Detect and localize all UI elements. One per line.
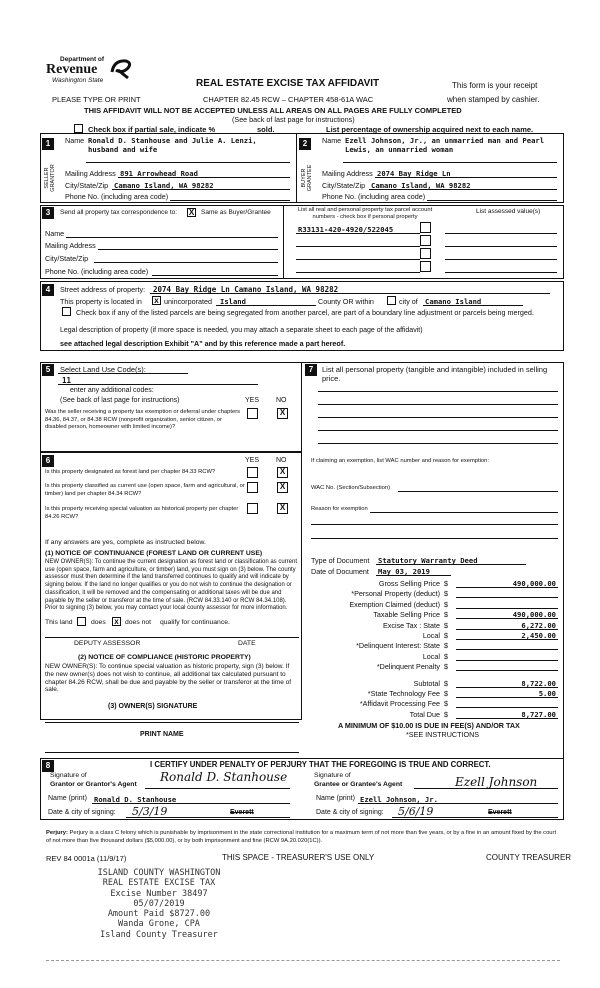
- doc-date: May 03, 2019: [378, 567, 430, 576]
- this-land-label: This land: [45, 619, 73, 626]
- section-5-number: 5: [42, 364, 54, 376]
- section-5-box: [40, 362, 302, 452]
- segregated-label: Check box if any of the listed parcels are being segregated from another parcel, are part of a boundary line adjustment or parcels being merged.: [76, 308, 534, 317]
- street-address-line: [150, 293, 550, 294]
- tax-row-currency: $: [444, 709, 448, 719]
- print-name-label: PRINT NAME: [140, 731, 184, 738]
- seller-mail-line: [118, 177, 290, 178]
- tax-row-label: *Personal Property (deduct): [351, 589, 440, 599]
- reason-line-2: [311, 524, 558, 525]
- deputy-date-label: DATE: [238, 640, 256, 647]
- pp-line-3: [318, 417, 558, 418]
- tax-row-line: [456, 687, 558, 688]
- grantee-sig-line: [414, 788, 558, 789]
- tax-row-currency: $: [444, 651, 448, 661]
- sec3-mail-label: Mailing Address: [45, 241, 96, 250]
- assessed-line-3: [445, 259, 557, 260]
- legal-description-label: Legal description of property (if more space is needed, you may attach a separate sheet to each page of the affidavit): [60, 327, 423, 334]
- seller-mail-label: Mailing Address: [65, 169, 116, 178]
- tax-row-label: Excise Tax : State: [383, 620, 440, 630]
- sec5-no-header: NO: [276, 397, 287, 404]
- tax-row-label: Subtotal: [413, 678, 440, 688]
- buyer-name-label: Name: [322, 136, 342, 145]
- parcel-list-header: List all real and personal property tax parcel account numbers - check box if personal property: [297, 207, 433, 220]
- section-3-divider: [283, 205, 284, 279]
- tax-row-line: [456, 587, 558, 588]
- notice-compliance-title: (2) NOTICE OF COMPLIANCE (HISTORIC PROPERTY): [78, 654, 251, 661]
- tax-row-line: [456, 618, 558, 619]
- unincorporated-checkbox[interactable]: x: [152, 296, 161, 305]
- current-use-question: Is this property classified as current use (open space, farm and agricultural, or timber) land per chapter 84.34 RCW?: [45, 483, 245, 497]
- grantor-signature: Ronald D. Stanhouse: [160, 770, 288, 784]
- grantee-sig-label-1: Signature of: [314, 772, 351, 779]
- logo-name-text: Revenue: [46, 62, 98, 77]
- grantee-name-label: Name (print): [316, 795, 355, 802]
- tax-row-value: 490,000.00: [512, 579, 556, 588]
- tax-row-line: [456, 660, 558, 661]
- tax-row-label: Taxable Selling Price: [373, 610, 440, 620]
- section-2-number: 2: [299, 138, 311, 150]
- deputy-assessor-label: DEPUTY ASSESSOR: [74, 640, 141, 647]
- grantee-date: 5/6/19: [398, 805, 434, 818]
- tax-row-label: Gross Selling Price: [378, 579, 440, 588]
- stamp-line-6: Wanda Grone, CPA: [118, 919, 200, 930]
- buyer-mail: 2074 Bay Ridge Ln: [377, 169, 451, 178]
- pp-line-2: [318, 404, 558, 405]
- sec3-phone-line: [152, 275, 278, 276]
- same-as-buyer-label: Same as Buyer/Grantee: [201, 209, 271, 216]
- grantor-name: Ronald D. Stanhouse: [94, 795, 177, 804]
- buyer-city-line: [369, 189, 557, 190]
- tax-row-label: Total Due: [409, 709, 440, 719]
- deputy-signature-line: [45, 637, 299, 638]
- tax-row-currency: $: [444, 599, 448, 609]
- tax-row-currency: $: [444, 689, 448, 698]
- tax-row-line: [456, 707, 558, 708]
- forest-land-question: Is this property designated as forest land per chapter 84.33 RCW?: [45, 469, 216, 475]
- treasurer-stamp: [84, 868, 234, 940]
- doc-type-line: [376, 564, 526, 565]
- seller-city-line: [112, 189, 290, 190]
- buyer-city: Camano Island, WA 98282: [371, 181, 471, 190]
- does-checkbox[interactable]: [77, 617, 86, 626]
- if-any-yes-text: If any answers are yes, complete as instructed below.: [45, 539, 206, 546]
- logo-state-text: Washington State: [52, 77, 104, 84]
- doc-date-line: [376, 575, 451, 576]
- tax-row-currency: $: [444, 699, 448, 709]
- grantor-city: Everett: [230, 809, 254, 816]
- reason-line-3: [311, 538, 558, 539]
- same-as-buyer-checkbox[interactable]: X: [188, 208, 195, 217]
- land-use-line: [58, 373, 188, 374]
- reason-label: Reason for exemption: [311, 506, 368, 512]
- grantee-signature: Ezell Johnson: [455, 775, 538, 789]
- city-of-label: city of: [399, 297, 418, 306]
- notice-continuance-text: NEW OWNER(S): To continue the current designation as forest land or classification as current use (open space, farm and agriculture, or timber) land, you must sign on (3) below. The county assessor must then determine if the land transferred continues to qualify and will indicate by signing below. If the land no longer qualifies or you do not wish to continue the designation or classification, it will be removed and the compensating or additional taxes will be due and payable by the seller or transferor at the time of sale. (RCW 84.33.140 or RCW 84.34.108). Prior to signing (3) below, you may contact your local county assessor for more information.: [45, 559, 297, 612]
- sold-label: sold.: [257, 125, 275, 134]
- tax-row-value: 8,722.00: [521, 678, 556, 688]
- minimum-fee-note: A MINIMUM OF $10.00 IS DUE IN FEE(S) AND/OR TAX: [338, 721, 520, 730]
- grantee-name-line: [358, 803, 558, 804]
- does-not-checkbox[interactable]: x: [112, 617, 121, 626]
- buyer-mail-label: Mailing Address: [322, 169, 373, 178]
- sec3-city-label: City/State/Zip: [45, 254, 89, 263]
- assessed-value-header: List assessed value(s): [476, 208, 541, 215]
- exemption-no-checkbox[interactable]: X: [277, 408, 288, 419]
- qualify-label: qualify for continuance.: [160, 619, 230, 626]
- wac-line: [398, 491, 558, 492]
- perjury-text: Perjury is a class C felony which is punishable by imprisonment in the state correctional institution for a maximum term of not more than five years, or by a fine in an amount fixed by the court of not more than five thousand dollars ($5,000.00), or by both imprisonment and fine (RCW 9A.20.020(1C)).: [46, 830, 557, 844]
- street-address: 2074 Bay Ridge Ln Camano Island, WA 98282: [153, 285, 339, 294]
- does-label: does: [91, 619, 106, 626]
- sec3-name-line: [66, 237, 278, 238]
- tax-row-value: 6,272.00: [521, 620, 556, 630]
- buyer-mail-line: [375, 177, 557, 178]
- tax-row-line: [456, 649, 558, 650]
- historic-yes-checkbox[interactable]: [247, 503, 258, 514]
- owner-signature-line: [45, 722, 299, 723]
- tax-row-line: [456, 639, 558, 640]
- assessed-line-2: [445, 246, 557, 247]
- grantor-date: 5/3/19: [132, 805, 168, 818]
- grantee-sig-label-2: Grantee or Grantee's Agent: [314, 781, 403, 788]
- section-7-number: 7: [305, 364, 317, 376]
- tax-row-currency: $: [444, 589, 448, 599]
- certify-statement: I CERTIFY UNDER PENALTY OF PERJURY THAT THE FOREGOING IS TRUE AND CORRECT.: [150, 760, 491, 769]
- doc-type: Statutory Warranty Deed: [378, 556, 478, 565]
- grantor-sig-label-2: Grantor or Grantor's Agent: [50, 781, 137, 788]
- buyer-city-label: City/State/Zip: [322, 181, 366, 190]
- county-line: [216, 305, 316, 306]
- pp-line-5: [318, 443, 558, 444]
- personal-property-checkbox-2[interactable]: [420, 235, 431, 246]
- seller-phone-line: [170, 200, 290, 201]
- tax-row-currency: $: [444, 662, 448, 672]
- ownership-note: List percentage of ownership acquired next to each name.: [326, 125, 534, 134]
- section-1-number: 1: [42, 138, 54, 150]
- parcel-line-3: [296, 259, 420, 260]
- seller-mail: 891 Arrowhead Road: [120, 169, 198, 178]
- chapter-ref: CHAPTER 82.45 RCW – CHAPTER 458-61A WAC: [203, 95, 374, 104]
- buyer-side-label: BUYER GRANTEE: [301, 164, 313, 192]
- seller-name-line: [86, 162, 290, 163]
- sec6-no-header: NO: [276, 457, 287, 464]
- form-title: REAL ESTATE EXCISE TAX AFFIDAVIT: [196, 78, 380, 89]
- buyer-phone-label: Phone No. (including area code): [322, 192, 426, 201]
- county-name: Island: [220, 297, 246, 306]
- partial-sale-checkbox[interactable]: [74, 124, 83, 133]
- located-in-label: This property is located in: [60, 297, 142, 306]
- land-use-label: Select Land Use Code(s):: [60, 365, 146, 374]
- forest-yes-checkbox[interactable]: [247, 467, 258, 478]
- tax-row-label: Exemption Claimed (deduct): [349, 599, 440, 609]
- see-instructions-note: *SEE INSTRUCTIONS: [406, 730, 480, 739]
- seller-name: Ronald D. Stanhouse and Julie A. Lenzi, husband and wife: [88, 136, 257, 154]
- form-revision: REV 84 0001a (11/9/17): [46, 854, 127, 863]
- print-name-line: [45, 752, 299, 753]
- seller-side-label: SELLER GRANTOR: [44, 164, 56, 192]
- sec5-yes-header: YES: [245, 397, 260, 404]
- parcel-line-4: [296, 272, 420, 273]
- doc-type-label: Type of Document: [311, 556, 370, 565]
- logo-dept-text: Department of: [60, 56, 105, 63]
- tax-row-label: *Delinquent Interest: State: [356, 641, 440, 651]
- receipt-note-2: when stamped by cashier.: [447, 95, 540, 104]
- section-1-2-divider: [296, 133, 297, 203]
- tax-row-value: 5.00: [538, 689, 556, 698]
- owner-signature-label: (3) OWNER(S) SIGNATURE: [108, 703, 198, 710]
- bottom-dashed-line: [46, 960, 560, 961]
- grantor-sig-label-1: Signature of: [50, 772, 87, 779]
- tax-row-currency: $: [444, 631, 448, 640]
- grantor-date-label: Date & city of signing:: [48, 809, 116, 816]
- section-3-number: 3: [42, 207, 54, 219]
- grantee-city: Everett: [488, 809, 512, 816]
- tax-row-label: *State Technology Fee: [367, 689, 440, 698]
- please-print: PLEASE TYPE OR PRINT: [52, 95, 141, 104]
- tax-row-value: 490,000.00: [512, 610, 556, 620]
- tax-row-value: 2,450.00: [521, 631, 556, 640]
- historic-question: Is this property receiving special valuation as historical property per chapter 84.26 RCW?: [45, 506, 239, 520]
- partial-sale-label: Check box if partial sale, indicate %: [88, 125, 216, 134]
- sec6-yes-header: YES: [245, 457, 260, 464]
- land-use-code-line: [58, 384, 258, 385]
- tax-row-line: [456, 697, 558, 698]
- section-4-number: 4: [42, 284, 54, 296]
- tax-row-line: [456, 597, 558, 598]
- parcel-line-1: [296, 233, 420, 234]
- stamp-line-1: ISLAND COUNTY WASHINGTON: [97, 868, 221, 878]
- seller-city-label: City/State/Zip: [65, 181, 109, 190]
- segregated-checkbox[interactable]: [62, 307, 71, 316]
- forest-no-checkbox[interactable]: X: [277, 467, 288, 478]
- current-use-yes-checkbox[interactable]: [247, 482, 258, 493]
- stamp-line-2: REAL ESTATE EXCISE TAX: [102, 878, 216, 889]
- tax-row-currency: $: [444, 641, 448, 651]
- perjury-label: Perjury:: [46, 830, 68, 836]
- grantor-name-label: Name (print): [48, 795, 87, 802]
- personal-property-checkbox-4[interactable]: [420, 261, 431, 272]
- within-city-checkbox[interactable]: [387, 296, 396, 305]
- county-treasurer-label: COUNTY TREASURER: [486, 853, 572, 862]
- buyer-name: Ezell Johnson, Jr., an unmarried man and Pearl Lewis, an unmarried woman: [345, 136, 545, 154]
- tax-row-value: 8,727.00: [521, 709, 556, 719]
- seller-city: Camano Island, WA 98282: [114, 181, 214, 190]
- tax-row-label: Local: [422, 651, 440, 661]
- stamp-line-7: Island County Treasurer: [100, 929, 218, 940]
- grantor-date-line: [126, 817, 290, 818]
- tax-row-currency: $: [444, 678, 448, 688]
- personal-property-checkbox-3[interactable]: [420, 248, 431, 259]
- buyer-name-line: [343, 162, 557, 163]
- sec5-see-back: (See back of last page for instructions): [60, 397, 180, 404]
- personal-property-label: List all personal property (tangible and intangible) included in selling price.: [322, 365, 548, 383]
- street-address-label: Street address of property:: [60, 285, 146, 294]
- historic-no-checkbox[interactable]: X: [277, 503, 288, 514]
- sec3-city-line: [94, 262, 278, 263]
- treasurer-use-only: THIS SPACE - TREASURER'S USE ONLY: [222, 853, 375, 862]
- dor-logo: [46, 56, 146, 88]
- logo-swoosh-icon: [108, 58, 134, 80]
- city-line: [423, 305, 523, 306]
- tax-row-line: [456, 670, 558, 671]
- grantor-name-line: [92, 803, 290, 804]
- parcel-line-2: [296, 246, 420, 247]
- section-6-number: 6: [42, 455, 54, 467]
- land-use-code: 11: [62, 376, 72, 385]
- send-correspondence-label: Send all property tax correspondence to:: [60, 209, 178, 216]
- additional-codes-label: enter any additional codes:: [70, 387, 154, 394]
- reason-line-1: [370, 512, 558, 513]
- legal-description-text: see attached legal description Exhibit "A" and by this reference made a part hereof.: [60, 339, 346, 348]
- stamp-line-4: 05/07/2019: [133, 898, 185, 909]
- grantee-date-line: [392, 817, 558, 818]
- unincorporated-label: unincorporated: [164, 297, 212, 306]
- tax-row-currency: $: [444, 579, 448, 588]
- county-or-label: County OR within: [318, 297, 374, 306]
- claiming-exemption-label: If claiming an exemption, list WAC number and reason for exemption:: [311, 458, 489, 464]
- seller-name-label: Name: [65, 136, 85, 145]
- parcel-number: R33131-420-4920/522045: [298, 225, 394, 234]
- doc-date-label: Date of Document: [311, 567, 369, 576]
- wac-label: WAC No. (Section/Subsection): [311, 485, 391, 491]
- tax-row-currency: $: [444, 620, 448, 630]
- notice-compliance-text: NEW OWNER(S): To continue special valuation as historic property, sign (3) below. If the new owner(s) does not wish to continue, all additional tax calculated pursuant to chapter 84.26 RCW, shall be due and payable by the seller or transferor at the time of sale.: [45, 663, 292, 694]
- perjury-notice: [46, 830, 560, 845]
- warning-text: THIS AFFIDAVIT WILL NOT BE ACCEPTED UNLESS ALL AREAS ON ALL PAGES ARE FULLY COMPLETED: [84, 106, 462, 115]
- current-use-no-checkbox[interactable]: X: [277, 482, 288, 493]
- notice-continuance-title: (1) NOTICE OF CONTINUANCE (FOREST LAND OR CURRENT USE): [45, 550, 263, 557]
- seller-phone-label: Phone No. (including area code): [65, 192, 169, 201]
- stamp-line-3: Excise Number 38497: [110, 888, 208, 899]
- assessed-line-4: [445, 272, 557, 273]
- city-name: Camano Island: [425, 297, 482, 306]
- sec3-name-label: Name: [45, 229, 65, 238]
- pp-line-1: [318, 391, 558, 392]
- exemption-yes-checkbox[interactable]: [247, 408, 258, 419]
- stamp-line-5: Amount Paid $8727.00: [107, 909, 211, 920]
- tax-row-line: [456, 608, 558, 609]
- sec3-phone-label: Phone No. (including area code): [45, 267, 149, 276]
- tax-row-line: [456, 718, 558, 719]
- does-not-label: does not: [125, 619, 152, 626]
- grantee-name: Ezell Johnson, Jr.: [360, 795, 438, 804]
- grantor-sig-line: [145, 788, 290, 789]
- personal-property-checkbox-1[interactable]: [420, 222, 431, 233]
- sec3-mail-line: [98, 249, 278, 250]
- tax-row-currency: $: [444, 610, 448, 620]
- tax-row-label: Local: [422, 631, 440, 640]
- tax-row-label: *Affidavit Processing Fee: [359, 699, 440, 709]
- grantee-date-label: Date & city of signing:: [316, 809, 384, 816]
- exemption-question: Was the seller receiving a property tax exemption or deferral under chapters 84.36, 84.37, or 84.38 RCW (nonprofit organization, senior citizen, or disabled person, homeowner with limited income)?: [45, 409, 241, 430]
- buyer-phone-line: [427, 200, 557, 201]
- assessed-line-1: [445, 233, 557, 234]
- tax-row-line: [456, 629, 558, 630]
- pp-line-4: [318, 430, 558, 431]
- section-8-number: 8: [42, 760, 54, 772]
- see-back-instructions: (See back of last page for instructions): [232, 115, 355, 124]
- receipt-note-1: This form is your receipt: [452, 81, 538, 90]
- tax-row-label: *Delinquent Penalty: [376, 662, 440, 672]
